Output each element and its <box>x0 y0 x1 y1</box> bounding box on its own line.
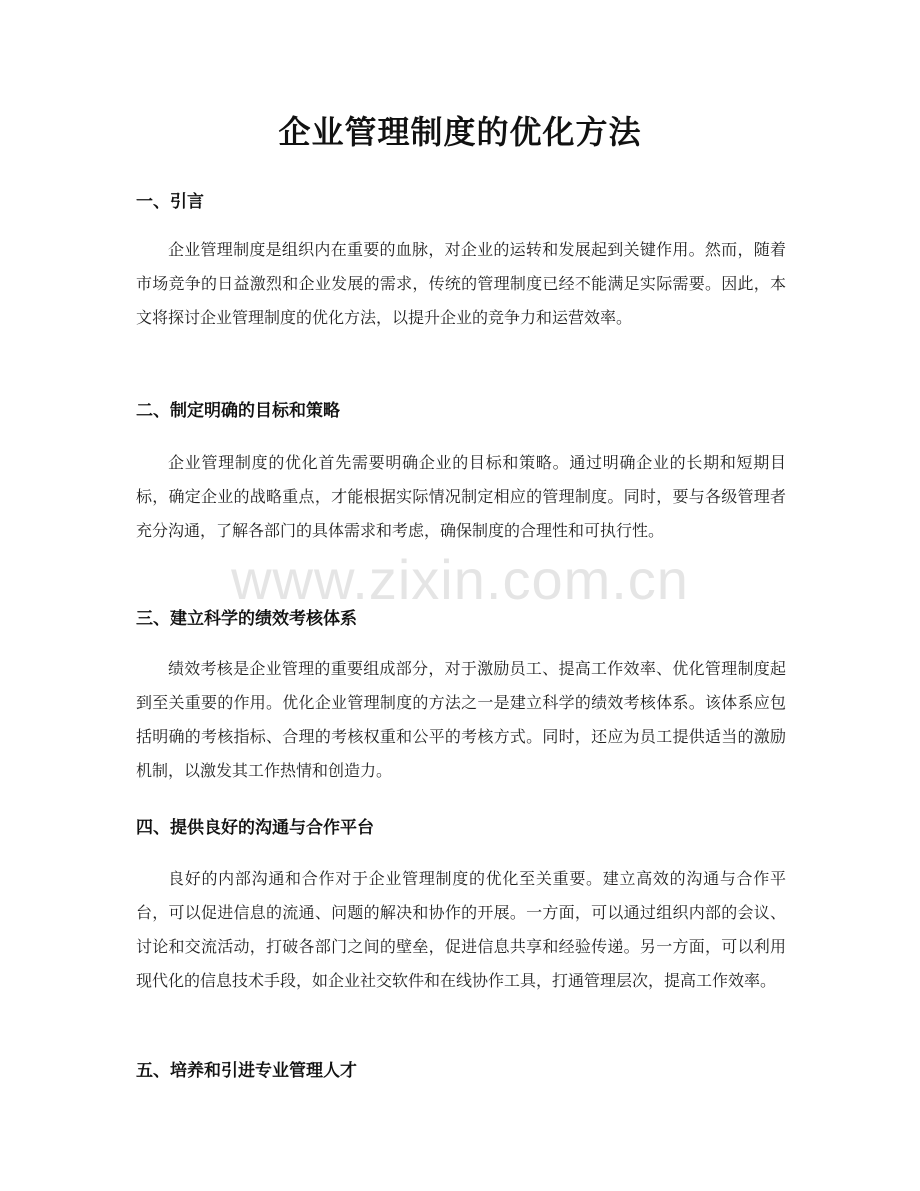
section-paragraph-communication: 良好的内部沟通和合作对于企业管理制度的优化至关重要。建立高效的沟通与合作平台，可以促进信息的流通、问题的解决和协作的开展。一方面，可以通过组织内部的会议、讨论和交流活动，打破各部门之间的壁垒，促进信息共享和经验传递。另一方面，可以利用现代化的信息技术手段，如企业社交软件和在线协作工具，打通管理层次，提高工作效率。 <box>136 869 786 990</box>
section-paragraph-intro: 企业管理制度是组织内在重要的血脉，对企业的运转和发展起到关键作用。然而，随着市场竞争的日益激烈和企业发展的需求，传统的管理制度已经不能满足实际需要。因此，本文将探讨企业管理制度的优化方法，以提升企业的竞争力和运营效率。 <box>136 240 786 327</box>
section-heading-communication: 四、提供良好的沟通与合作平台 <box>136 818 374 838</box>
section-paragraph-performance: 绩效考核是企业管理的重要组成部分，对于激励员工、提高工作效率、优化管理制度起到至关重要的作用。优化企业管理制度的方法之一是建立科学的绩效考核体系。该体系应包括明确的考核指标、合理的考核权重和公平的考核方式。同时，还应为员工提供适当的激励机制，以激发其工作热情和创造力。 <box>136 659 786 780</box>
watermark: www.zixin.com.cn <box>231 548 689 611</box>
section-heading-goals: 二、制定明确的目标和策略 <box>136 401 340 421</box>
document-title: 企业管理制度的优化方法 <box>278 113 642 151</box>
section-paragraph-goals: 企业管理制度的优化首先需要明确企业的目标和策略。通过明确企业的长期和短期目标，确定企业的战略重点，才能根据实际情况制定相应的管理制度。同时，要与各级管理者充分沟通，了解各部门的具体需求和考虑，确保制度的合理性和可执行性。 <box>136 453 786 540</box>
section-heading-talent: 五、培养和引进专业管理人才 <box>136 1061 357 1081</box>
section-heading-performance: 三、建立科学的绩效考核体系 <box>136 609 357 629</box>
section-heading-intro: 一、引言 <box>136 192 204 212</box>
